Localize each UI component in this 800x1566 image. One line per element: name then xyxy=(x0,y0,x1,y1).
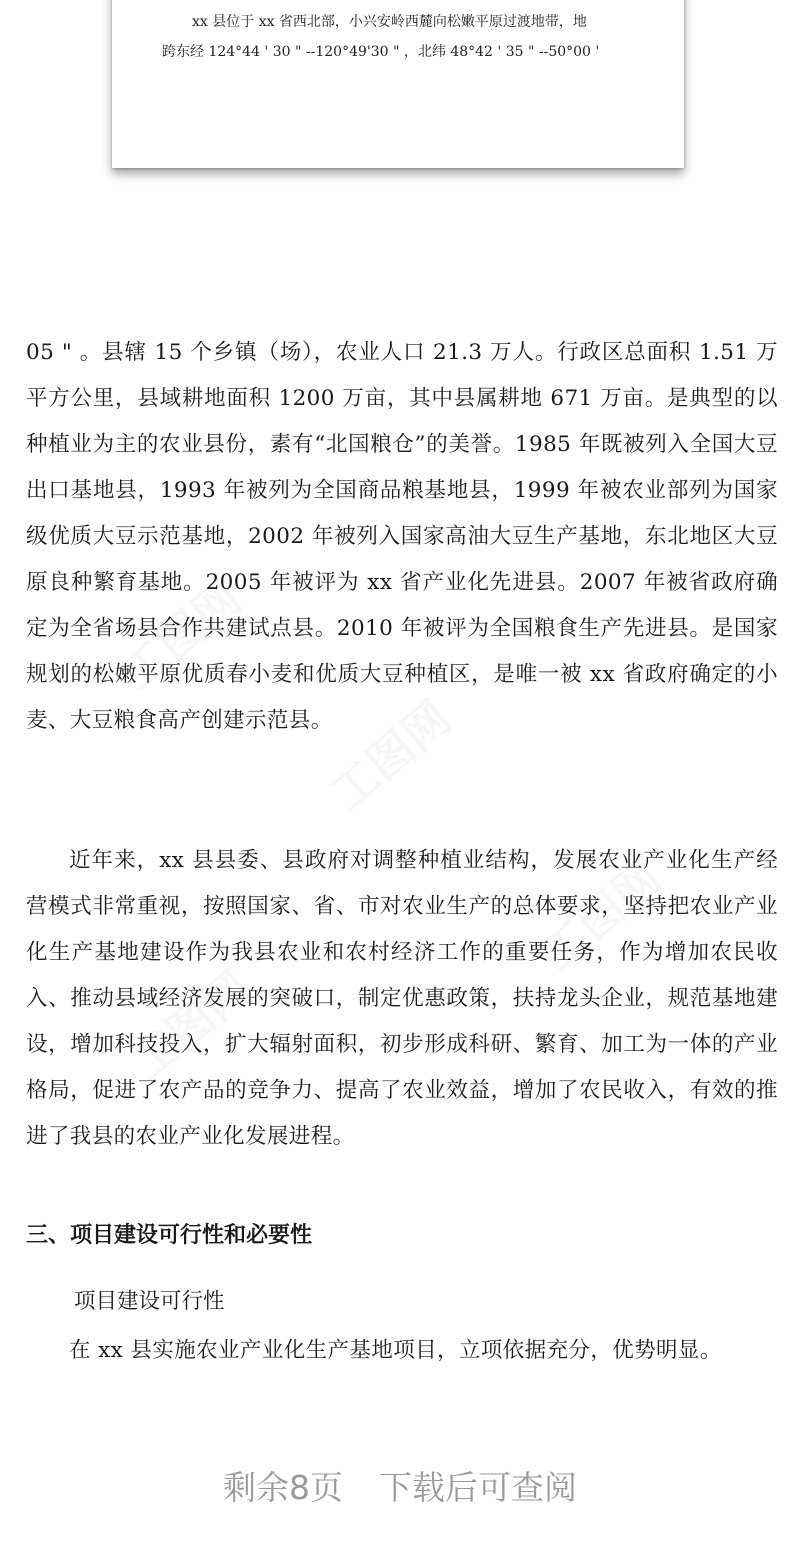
section-heading: 三、项目建设可行性和必要性 xyxy=(26,1223,313,1248)
body-paragraph: 近年来，xx 县县委、县政府对调整种植业结构，发展农业产业化生产经营模式非常重视，按照国家、省、市对农业生产的总体要求，坚持把农业产业化生产基地建设作为我县农业和农村经济工作的重要任务，作为增加农民收入、推动县域经济发展的突破口，制定优惠政策，扶持龙头企业，规范基地建设，增加科技投入，扩大辐射面积，初步形成科研、繁育、加工为一体的产业格局，促进了农产品的竞争力、提高了农业效益，增加了农民收入，有效的推进了我县的农业产业化发展进程。 xyxy=(26,848,778,1149)
page-text-line: 跨东经 124°44 ' 30 " --120°49'30 " ，北纬 48°42 ' 35 " --50°00 ' xyxy=(162,44,600,60)
remaining-pages-label[interactable]: 剩余8页 xyxy=(223,1468,343,1507)
body-paragraph: 05 " 。县辖 15 个乡镇（场），农业人口 21.3 万人。行政区总面积 1.51 万平方公里，县域耕地面积 1200 万亩，其中县属耕地 671 万亩。是典型的以种植业为主的农业县份，素有“北国粮仓”的美誉。1985 年既被列入全国大豆出口基地县，1993 年被列为全国商品粮基地县，1999 年被农业部列为国家级优质大豆示范基地，2002 年被列入国家高油大豆生产基地，东北地区大豆原良种繁育基地。2005 年被评为 xx 省产业化先进县。2007 年被省政府确定为全省场县合作共建试点县。2010 年被评为全国粮食生产先进县。是国家规划的松嫩平原优质春小麦和优质大豆种植区，是唯一被 xx 省政府确定的小麦、大豆粮食高产创建示范县。 xyxy=(26,340,778,733)
sub-heading: 项目建设可行性 xyxy=(74,1289,225,1314)
page-text-line: xx 县位于 xx 省西北部，小兴安岭西麓向松嫩平原过渡地带，地 xyxy=(192,14,587,30)
download-to-view-label[interactable]: 下载后可查阅 xyxy=(379,1468,577,1507)
download-prompt[interactable] xyxy=(0,1466,800,1510)
body-paragraph: 在 xx 县实施农业产业化生产基地项目，立项依据充分，优势明显。 xyxy=(69,1338,722,1363)
document-page-preview xyxy=(112,0,684,168)
